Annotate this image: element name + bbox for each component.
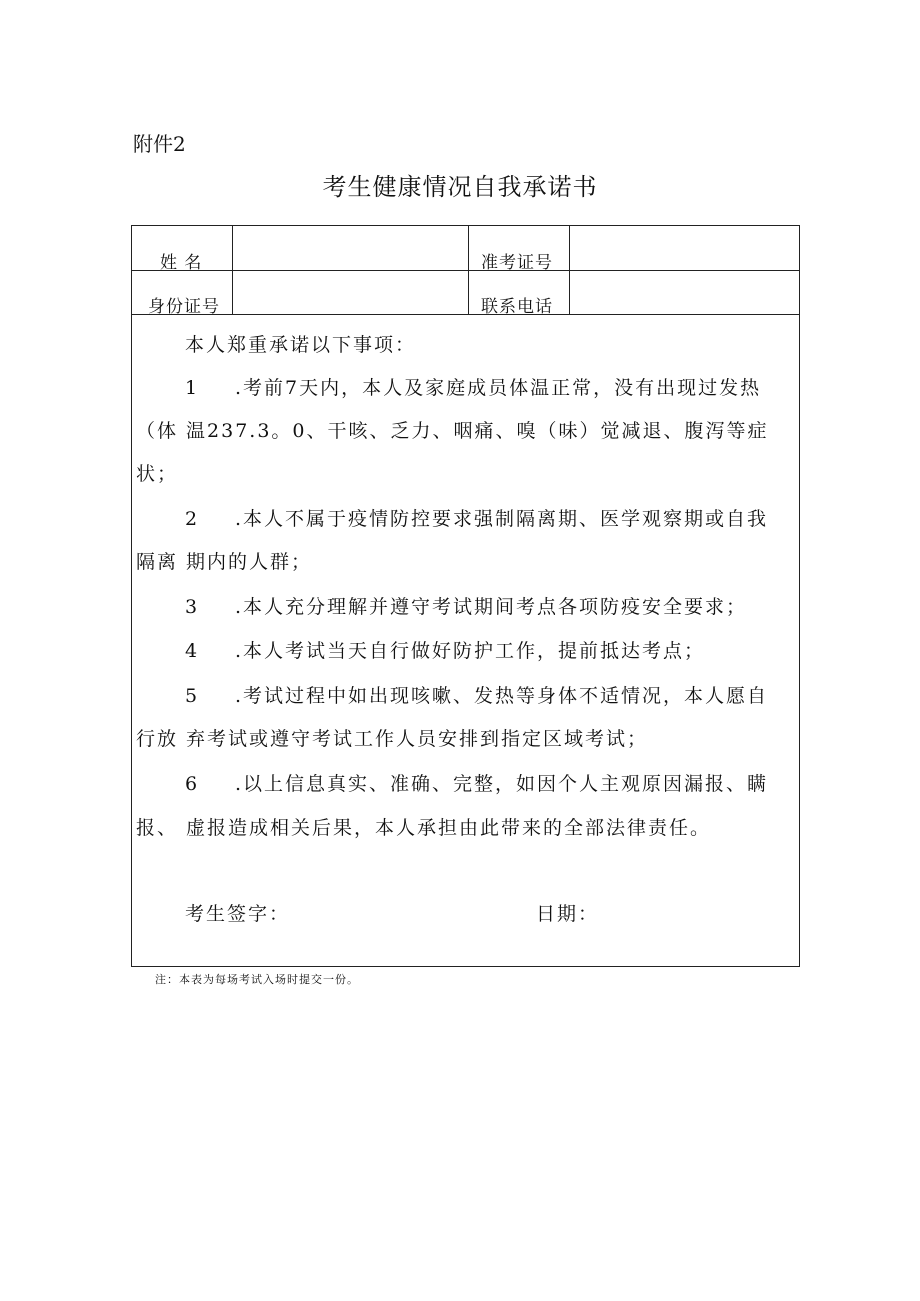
item-text-continued: 报、 虚报造成相关后果，本人承担由此带来的全部法律责任。 — [136, 817, 712, 839]
item-number: 5 — [185, 685, 200, 707]
item-text: .本人考试当天自行做好防护工作，提前抵达考点； — [235, 640, 706, 662]
item-number: 6 — [185, 773, 200, 795]
list-item — [136, 504, 797, 531]
item-text: .本人不属于疫情防控要求强制隔离期、医学观察期或自我 — [235, 508, 769, 530]
signature-label: 考生签字： — [185, 903, 291, 925]
list-item — [136, 769, 797, 796]
list-item — [136, 636, 797, 663]
item-text-continued: 行放 弃考试或遵守考试工作人员安排到指定区域考试； — [136, 728, 649, 750]
item-text: .考前7天内，本人及家庭成员体温正常，没有出现过发热 — [235, 377, 762, 399]
list-item — [136, 681, 797, 708]
item-text: .以上信息真实、准确、完整，如因个人主观原因漏报、瞒 — [235, 773, 769, 795]
name-field[interactable] — [233, 226, 467, 269]
phone-label: 联系电话 — [481, 297, 553, 317]
id-number-label: 身份证号 — [148, 297, 220, 317]
row-divider — [132, 314, 799, 315]
footnote: 注：本表为每场考试入场时提交一份。 — [155, 973, 359, 986]
attachment-label: 附件2 — [133, 132, 186, 156]
item-number: 3 — [185, 596, 200, 618]
phone-field[interactable] — [570, 271, 799, 314]
id-number-field[interactable] — [233, 271, 467, 314]
item-text: .本人充分理解并遵守考试期间考点各项防疫安全要求； — [235, 596, 748, 618]
ticket-number-label: 准考证号 — [481, 253, 553, 273]
item-text-continued: 隔离 期内的人群； — [136, 551, 313, 573]
name-label: 姓 名 — [160, 253, 203, 273]
list-item — [136, 373, 797, 400]
item-text-continued: （体 温237.3。0、干咳、乏力、咽痛、嗅（味）觉减退、腹泻等症 — [136, 420, 769, 442]
item-text-continued: 状； — [136, 463, 179, 485]
item-text: .考试过程中如出现咳嗽、发热等身体不适情况，本人愿自 — [235, 685, 769, 707]
ticket-number-field[interactable] — [570, 226, 799, 269]
pledge-form — [131, 225, 800, 967]
item-number: 4 — [185, 640, 200, 662]
list-item — [136, 592, 797, 619]
item-number: 2 — [185, 508, 200, 530]
column-divider — [468, 226, 469, 314]
date-label: 日期： — [536, 903, 600, 925]
item-number: 1 — [185, 377, 200, 399]
page-title: 考生健康情况自我承诺书 — [322, 173, 598, 201]
intro-text: 本人郑重承诺以下事项： — [185, 334, 417, 356]
